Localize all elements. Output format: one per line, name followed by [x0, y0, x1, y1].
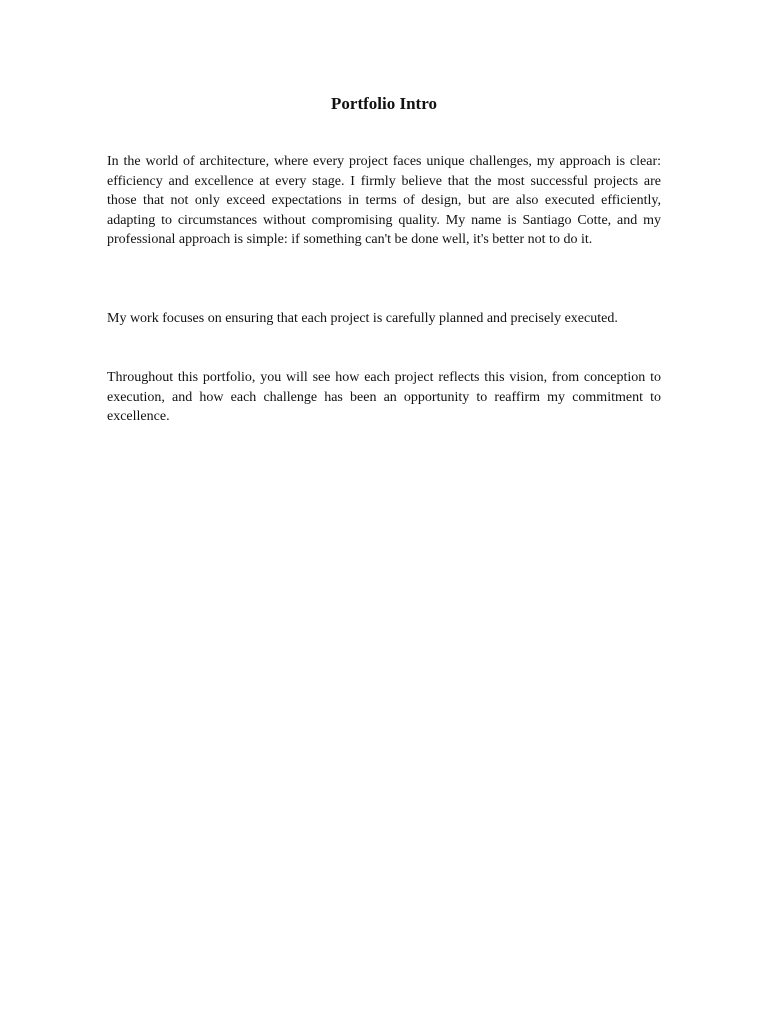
focus-paragraph: My work focuses on ensuring that each project is carefully planned and precisely executed.	[107, 311, 618, 326]
page-title: Portfolio Intro	[331, 94, 437, 113]
intro-paragraph: In the world of architecture, where every project faces unique challenges, my approach is clear: efficiency and excellence at every stage. I firmly believe that the most successful projects are those that not only exceed expectations in terms of design, but are also executed efficiently, adapting to circumstances without compromising quality. My name is Santiago Cotte, and my professional approach is simple: if something can't be done well, it's better not to do it.	[107, 154, 661, 248]
closing-paragraph: Throughout this portfolio, you will see how each project reflects this vision, from conception to execution, and how each challenge has been an opportunity to reaffirm my commitment to excellence.	[107, 370, 661, 425]
